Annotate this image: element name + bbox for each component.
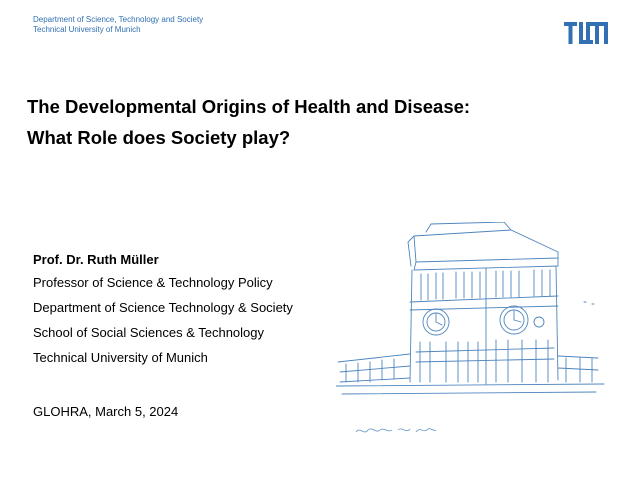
title-line-2: What Role does Society play? <box>27 127 291 148</box>
tum-logo-icon <box>564 22 608 44</box>
department-name: Department of Science, Technology and Society <box>33 15 204 24</box>
tum-clock-tower-sketch-icon <box>336 222 608 440</box>
affiliation-line: Professor of Science & Technology Policy <box>33 275 273 290</box>
affiliation-line: School of Social Sciences & Technology <box>33 325 265 340</box>
affiliation-line: Department of Science Technology & Society <box>33 300 293 315</box>
affiliation-line: Technical University of Munich <box>33 350 208 365</box>
author-name: Prof. Dr. Ruth Müller <box>33 252 159 267</box>
title-line-1: The Developmental Origins of Health and Disease: <box>27 96 471 117</box>
author-block <box>33 250 293 370</box>
presentation-title <box>27 91 587 153</box>
event-date: GLOHRA, March 5, 2024 <box>33 404 179 419</box>
department-header <box>33 15 203 35</box>
university-name: Technical University of Munich <box>33 25 141 34</box>
